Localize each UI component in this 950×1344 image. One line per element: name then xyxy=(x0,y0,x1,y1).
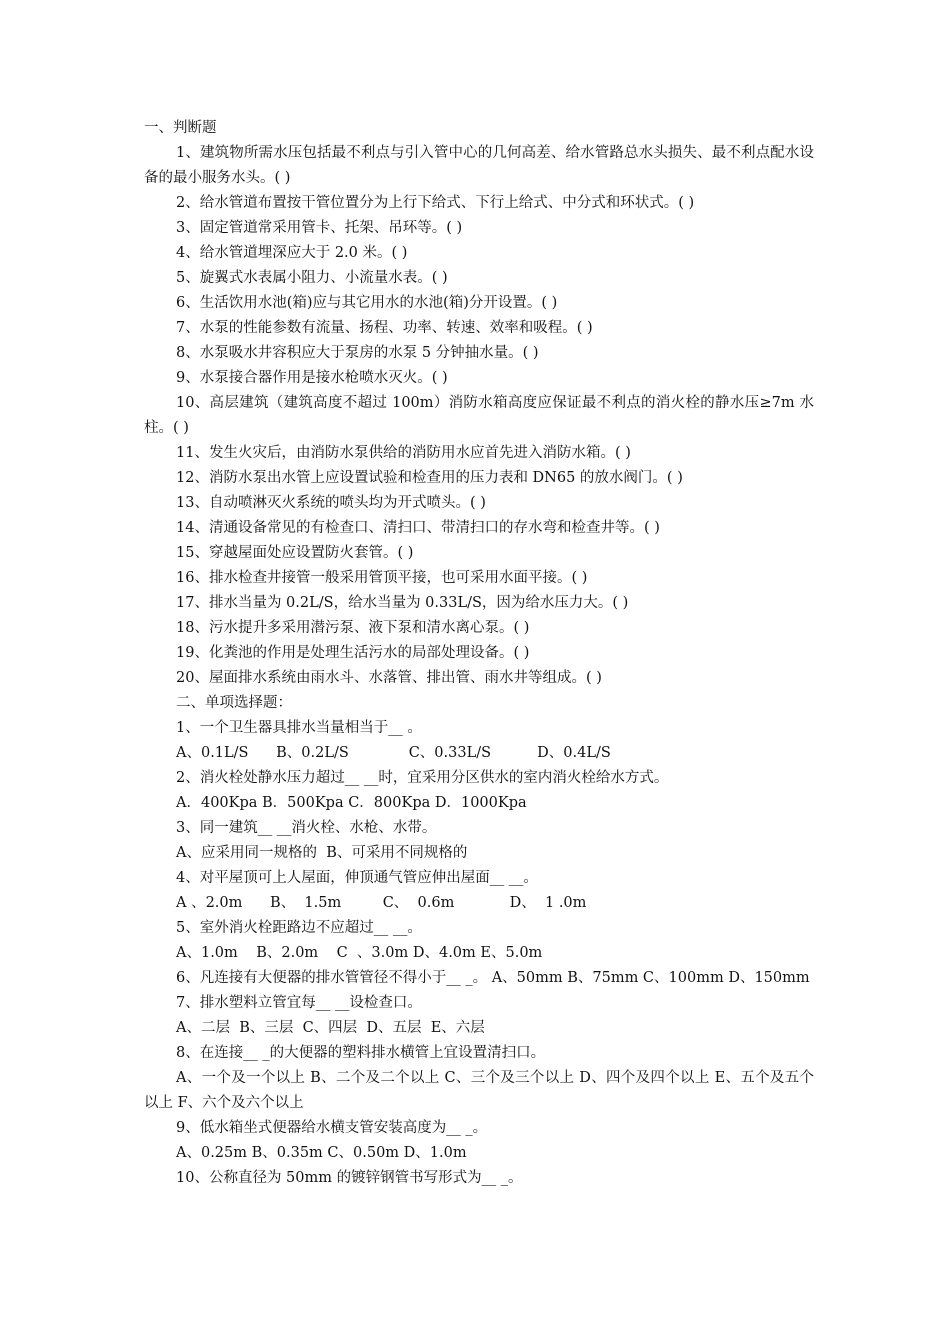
choice-question: 1、一个卫生器具排水当量相当于__ 。 xyxy=(176,720,422,736)
question-item: 19、化粪池的作用是处理生活污水的局部处理设备。( ) xyxy=(176,645,530,661)
question-item: 1、建筑物所需水压包括最不利点与引入管中心的几何高差、给水管路总水头损失、最不利点配水设备的最小服务水头。( ) xyxy=(144,145,814,186)
choice-options: A、0.1L/S B、0.2L/S C、0.33L/S D、0.4L/S xyxy=(176,745,611,761)
question-item: 20、屋面排水系统由雨水斗、水落管、排出管、雨水井等组成。( ) xyxy=(176,670,602,686)
choice-options: A、二层 B、三层 C、四层 D、五层 E、六层 xyxy=(176,1020,485,1036)
choice-options: A 、2.0m B、 1.5m C、 0.6m D、 1 .0m xyxy=(176,895,587,911)
choice-options: A．400Kpa B．500Kpa C．800Kpa D．1000Kpa xyxy=(176,795,527,811)
question-item: 6、生活饮用水池(箱)应与其它用水的水池(箱)分开设置。( ) xyxy=(176,295,558,311)
choice-question: 10、公称直径为 50mm 的镀锌钢管书写形式为__ _。 xyxy=(176,1170,523,1186)
choice-question: 3、同一建筑__ __消火栓、水枪、水带。 xyxy=(176,820,437,836)
question-item: 11、发生火灾后，由消防水泵供给的消防用水应首先进入消防水箱。( ) xyxy=(176,445,631,461)
choice-question: 4、对平屋顶可上人屋面，伸顶通气管应伸出屋面__ __。 xyxy=(176,870,538,886)
choice-options: A、0.25m B、0.35m C、0.50m D、1.0m xyxy=(176,1145,467,1161)
question-item: 10、高层建筑（建筑高度不超过 100m）消防水箱高度应保证最不利点的消火栓的静水压≥7m 水柱。( ) xyxy=(144,395,814,436)
choice-question: 5、室外消火栓距路边不应超过__ __。 xyxy=(176,920,422,936)
choice-question: 9、低水箱坐式便器给水横支管安装高度为__ _。 xyxy=(176,1120,488,1136)
choice-options: A、一个及一个以上 B、二个及二个以上 C、三个及三个以上 D、四个及四个以上 E、五个及五个以上 F、六个及六个以上 xyxy=(144,1070,814,1111)
choice-options: A、应采用同一规格的 B、可采用不同规格的 xyxy=(176,845,468,861)
choice-question: 8、在连接__ _的大便器的塑料排水横管上宜设置清扫口。 xyxy=(176,1045,546,1061)
choice-question: 7、排水塑料立管宜每__ __设检查口。 xyxy=(176,995,422,1011)
question-item: 5、旋翼式水表属小阻力、小流量水表。( ) xyxy=(176,270,448,286)
question-item: 3、固定管道常采用管卡、托架、吊环等。( ) xyxy=(176,220,463,236)
section-heading-judgment: 一、判断题 xyxy=(144,120,217,136)
question-item: 9、水泵接合器作用是接水枪喷水灭火。( ) xyxy=(176,370,448,386)
question-item: 18、污水提升多采用潜污泵、液下泵和清水离心泵。( ) xyxy=(176,620,530,636)
choice-options: A、1.0m B、2.0m C 、3.0m D、4.0m E、5.0m xyxy=(176,945,543,961)
section-heading-choice: 二、单项选择题： xyxy=(176,695,292,711)
question-item: 12、消防水泵出水管上应设置试验和检查用的压力表和 DN65 的放水阀门。( ) xyxy=(176,470,683,486)
question-item: 7、水泵的性能参数有流量、扬程、功率、转速、效率和吸程。( ) xyxy=(176,320,593,336)
question-item: 13、自动喷淋灭火系统的喷头均为开式喷头。( ) xyxy=(176,495,486,511)
document-body xyxy=(144,116,814,1191)
choice-question: 6、凡连接有大便器的排水管管径不得小于__ _。 A、50mm B、75mm C、100mm D、150mm xyxy=(176,970,810,986)
choice-question: 2、消火栓处静水压力超过__ __时，宜采用分区供水的室内消火栓给水方式。 xyxy=(176,770,669,786)
question-item: 16、排水检查井接管一般采用管顶平接，也可采用水面平接。( ) xyxy=(176,570,588,586)
question-item: 14、清通设备常见的有检查口、清扫口、带清扫口的存水弯和检查井等。( ) xyxy=(176,520,660,536)
question-item: 15、穿越屋面处应设置防火套管。( ) xyxy=(176,545,414,561)
question-item: 17、排水当量为 0.2L/S，给水当量为 0.33L/S，因为给水压力大。( ) xyxy=(176,595,629,611)
question-item: 8、水泵吸水井容积应大于泵房的水泵 5 分钟抽水量。( ) xyxy=(176,345,539,361)
question-item: 2、给水管道布置按干管位置分为上行下给式、下行上给式、中分式和环状式。( ) xyxy=(176,195,695,211)
question-item: 4、给水管道埋深应大于 2.0 米。( ) xyxy=(176,245,408,261)
